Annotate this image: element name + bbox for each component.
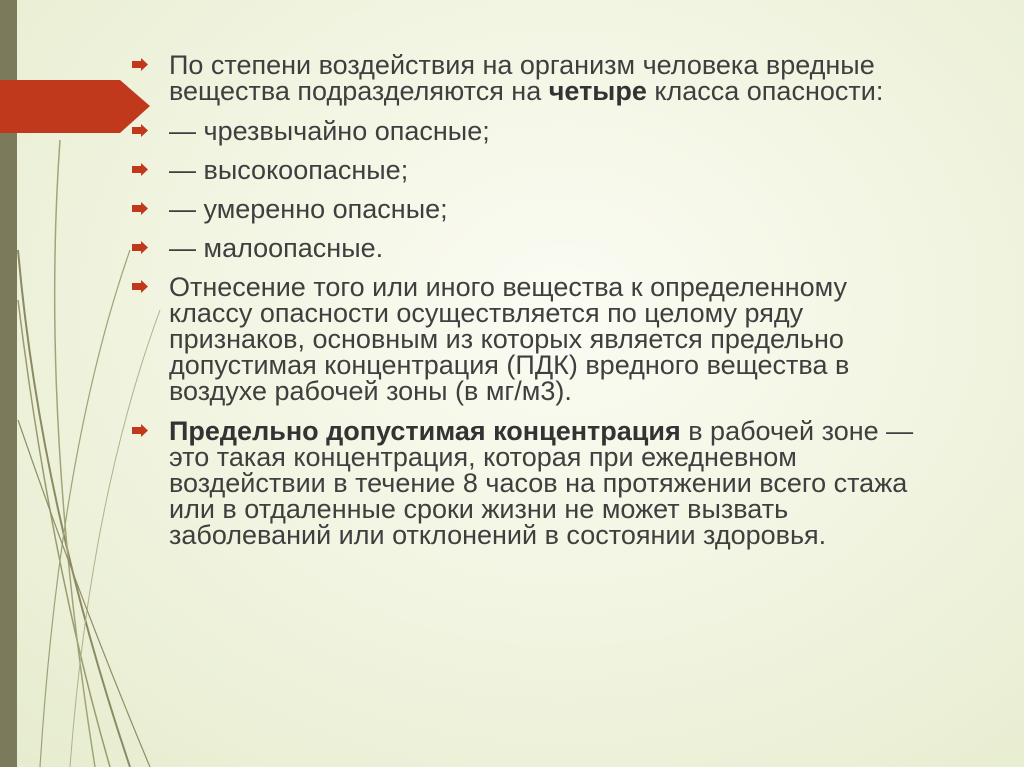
bullet-text-after: в рабочей зоне — это такая концентрация, которая при ежедневном воздействии в течение 8 часов на протяжении всего стажа или в отдаленные сроки жизни не может вызвать заболеваний или отклонений в состоянии здоровья. (169, 416, 914, 550)
right-arrow-bullet-icon (132, 424, 148, 437)
bullet-bold-text: Предельно допустимая концентрация (169, 416, 681, 446)
bullet-text: — малоопасные. (169, 233, 384, 263)
bullet-text: — умеренно опасные; (169, 194, 448, 224)
bullet-item (130, 118, 930, 144)
bullet-item (130, 235, 930, 261)
bullet-item (130, 157, 930, 183)
right-arrow-bullet-icon (132, 124, 148, 137)
red-arrow-banner (0, 80, 150, 133)
bullet-item (130, 274, 930, 404)
bullet-bold-text: четыре (548, 76, 647, 106)
bullet-text: Отнесение того или иного вещества к определенному классу опасности осуществляется по целому ряду признаков, основным из которых является предельно допустимая концентрация (ПДК) вредного вещества в воздухе рабочей зоны (в мг/м3). (169, 272, 850, 406)
bullet-text: — высокоопасные; (169, 155, 409, 185)
right-arrow-bullet-icon (132, 241, 148, 254)
bullet-item (130, 52, 930, 104)
bullet-item (130, 196, 930, 222)
right-arrow-bullet-icon (132, 280, 148, 293)
slide-content (130, 52, 930, 562)
right-arrow-bullet-icon (132, 163, 148, 176)
bullet-text-after: класса опасности: (646, 76, 884, 106)
right-arrow-bullet-icon (132, 202, 148, 215)
bullet-text: По степени воздействия на организм человека вредные вещества подразделяются на (169, 50, 875, 106)
bullet-text: — чрезвычайно опасные; (169, 116, 490, 146)
right-arrow-bullet-icon (132, 58, 148, 71)
bullet-item (130, 418, 930, 548)
